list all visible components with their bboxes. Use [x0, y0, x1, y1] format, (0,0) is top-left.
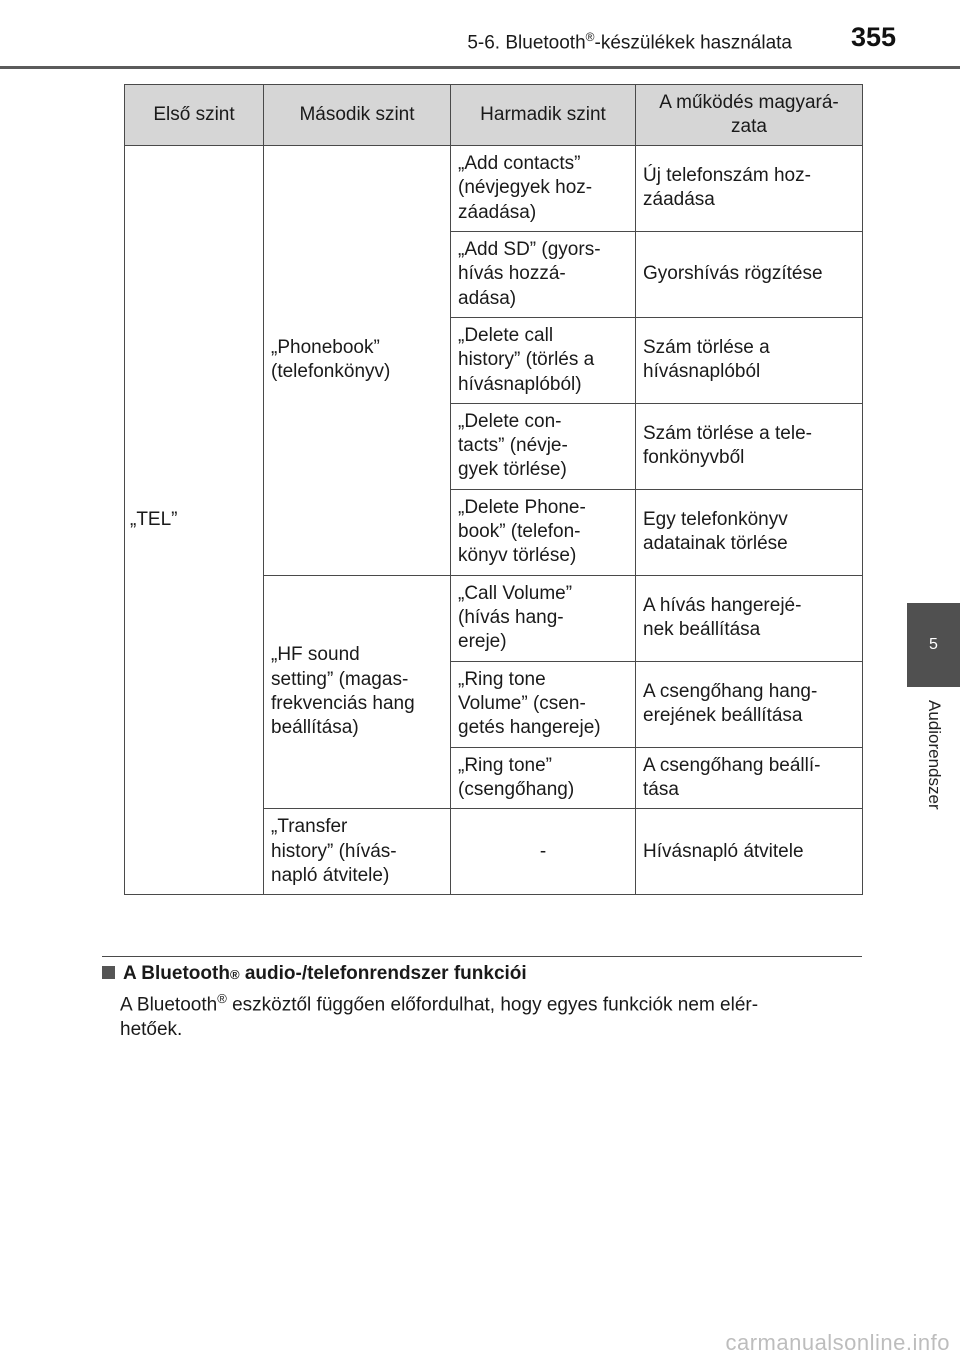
registered-mark: ® [585, 30, 595, 44]
third-level-cell: „Add SD” (gyors- hívás hozzá- adása) [451, 231, 636, 317]
section-heading-prefix: A Bluetooth [123, 963, 230, 984]
description-cell: Hívásnapló átvitele [636, 809, 863, 895]
second-level-cell: „HF sound setting” (magas- frekvenciás hang beállítása) [264, 575, 451, 809]
description-cell: Szám törlése a tele- fonkönyvből [636, 403, 863, 489]
chapter-tab: 5 [907, 603, 960, 687]
page-header [0, 0, 960, 69]
third-level-cell: „Add contacts” (névjegyek hoz- záadása) [451, 146, 636, 232]
description-cell: A hívás hangerejé- nek beállítása [636, 575, 863, 661]
section-title [467, 30, 792, 54]
menu-table [124, 84, 863, 895]
third-level-cell: „Call Volume” (hívás hang- ereje) [451, 575, 636, 661]
third-level-cell: „Delete call history” (törlés a hívásnaplóból) [451, 317, 636, 403]
third-level-cell: „Delete Phone- book” (telefon- könyv törlése) [451, 489, 636, 575]
third-level-cell: - [451, 809, 636, 895]
third-level-cell: „Delete con- tacts” (névje- gyek törlése) [451, 403, 636, 489]
watermark: carmanualsonline.info [725, 1330, 950, 1355]
description-cell: A csengőhang beállí- tása [636, 747, 863, 809]
square-bullet-icon [102, 966, 115, 979]
header-third-level: Harmadik szint [451, 85, 636, 146]
description-cell: Új telefonszám hoz- záadása [636, 146, 863, 232]
second-level-cell: „Phonebook” (telefonkönyv) [264, 146, 451, 576]
page-number: 355 [850, 22, 896, 52]
chapter-label: Audiorendszer [925, 700, 944, 810]
description-cell: Gyorshívás rögzítése [636, 231, 863, 317]
section-body-suffix: eszköztől függően előfordulhat, hogy egyes funkciók nem elér- hetőek. [120, 994, 759, 1041]
table-header-row [125, 85, 863, 146]
header-description: A működés magyará- zata [636, 85, 863, 146]
description-cell: A csengőhang hang- erejének beállítása [636, 661, 863, 747]
description-cell: Szám törlése a hívásnaplóból [636, 317, 863, 403]
third-level-cell: „Ring tone Volume” (csen- getés hangereje) [451, 661, 636, 747]
functions-section [102, 956, 862, 1043]
section-title-prefix: 5-6. Bluetooth [467, 32, 586, 54]
header-first-level: Első szint [125, 85, 264, 146]
section-title-suffix: -készülékek használata [594, 32, 792, 54]
section-body-prefix: A Bluetooth [120, 994, 218, 1016]
section-body [120, 991, 862, 1043]
registered-mark: ® [217, 991, 227, 1006]
section-heading [102, 963, 862, 985]
second-level-cell: „Transfer history” (hívás- napló átvitele) [264, 809, 451, 895]
description-cell: Egy telefonkönyv adatainak törlése [636, 489, 863, 575]
section-heading-suffix: audio-/telefonrendszer funkciói [239, 963, 527, 984]
third-level-cell: „Ring tone” (csengőhang) [451, 747, 636, 809]
first-level-cell: „TEL” [125, 146, 264, 895]
table-row [125, 146, 863, 232]
registered-mark: ® [229, 967, 240, 982]
header-second-level: Második szint [264, 85, 451, 146]
